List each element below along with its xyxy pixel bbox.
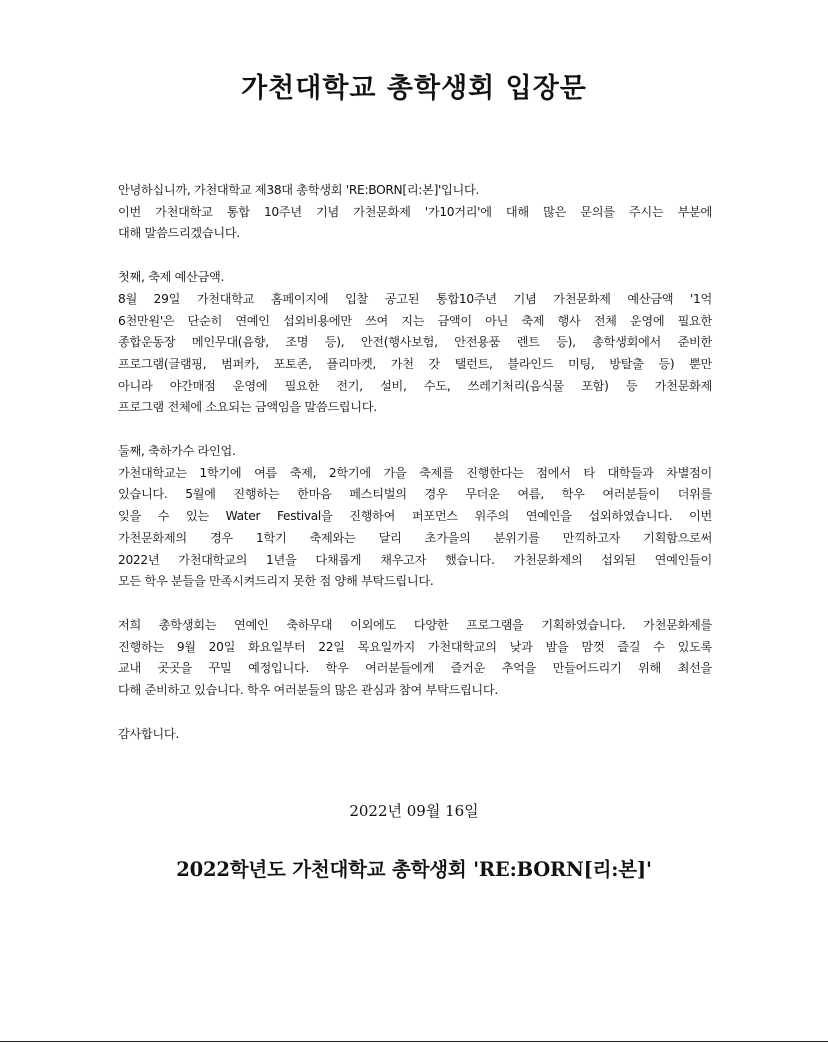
- document-body: [118, 180, 712, 767]
- paragraph-budget: [118, 267, 712, 419]
- section-heading: 첫째, 축제 예산금액.: [118, 270, 225, 285]
- paragraph-programs: [118, 615, 712, 702]
- text-line: 대해 말씀드리겠습니다.: [118, 226, 240, 241]
- paragraph-closing: [118, 724, 712, 746]
- document-title: 가천대학교 총학생회 입장문: [241, 73, 587, 104]
- text-line: 가천문화제의 경우 1학기 축제와는 달리 초가을의 분위기를 만끽하고자 기획함으로써: [118, 530, 712, 545]
- text-line: 저희 총학생회는 연예인 축하무대 이외에도 다양한 프로그램을 기획하였습니다. 가천문화제를: [118, 617, 712, 632]
- document-date: 2022년 09월 16일: [349, 802, 479, 820]
- text-line: 6천만원'은 단순히 연예인 섭외비용에만 쓰여 지는 금액이 아닌 축제 행사 전체 운영에 필요한: [118, 313, 712, 328]
- text-line: 안녕하십니까, 가천대학교 제38대 총학생회 'RE:BORN[리:본]'입니다.: [118, 183, 480, 197]
- section-heading: 둘째, 축하가수 라인업.: [118, 444, 236, 459]
- text-line: 잊을 수 있는 Water Festival을 진행하여 퍼포먼스 위주의 연예인을 섭외하였습니다. 이번: [118, 509, 712, 524]
- closing-text: 감사합니다.: [118, 726, 179, 741]
- text-line: 교내 곳곳을 꾸밀 예정입니다. 학우 여러분들에게 즐거운 추억을 만들어드리기 위해 최선을: [118, 661, 712, 676]
- text-line: 가천대학교는 1학기에 여름 축제, 2학기에 가을 축제를 진행한다는 점에서 타 대학들과 차별점이: [118, 465, 712, 480]
- text-line: 프로그램 전체에 소요되는 금액임을 말씀드립니다.: [118, 400, 377, 415]
- text-line: 8월 29일 가천대학교 홈페이지에 입찰 공고된 통합10주년 기념 가천문화제 예산금액 '1억: [118, 291, 712, 306]
- paragraph-lineup: [118, 441, 712, 593]
- document-signature: 2022학년도 가천대학교 총학생회 'RE:BORN[리:본]': [176, 858, 652, 881]
- text-line: 있습니다. 5월에 진행하는 한마음 페스티벌의 경우 무더운 여름, 학우 여러분들이 더위를: [118, 487, 712, 502]
- text-line: 모든 학우 분들을 만족시켜드리지 못한 점 양해 부탁드립니다.: [118, 574, 434, 589]
- paragraph-greeting: [118, 180, 712, 245]
- text-line: 2022년 가천대학교의 1년을 다채롭게 채우고자 했습니다. 가천문화제의 섭외된 연예인들이: [118, 552, 712, 567]
- bottom-divider: [0, 1041, 828, 1042]
- text-line: 프로그램(글램핑, 범퍼카, 포토존, 플리마켓, 가천 갓 탤런트, 블라인드 미팅, 방탈출 등) 뿐만: [118, 356, 712, 371]
- text-line: 아니라 야간매점 운영에 필요한 전기, 설비, 수도, 쓰레기처리(음식물 포함) 등 가천문화제: [118, 378, 712, 393]
- text-line: 종합운동장 메인무대(음향, 조명 등), 안전(행사보험, 안전용품 렌트 등), 총학생회에서 준비한: [118, 335, 712, 350]
- text-line: 이번 가천대학교 통합 10주년 기념 가천문화제 '가10거리'에 대해 많은 문의를 주시는 부분에: [118, 204, 712, 219]
- text-line: 다해 준비하고 있습니다. 학우 여러분들의 많은 관심과 참여 부탁드립니다.: [118, 683, 498, 698]
- text-line: 진행하는 9월 20일 화요일부터 22일 목요일까지 가천대학교의 낮과 밤을 맘껏 즐길 수 있도록: [118, 639, 712, 654]
